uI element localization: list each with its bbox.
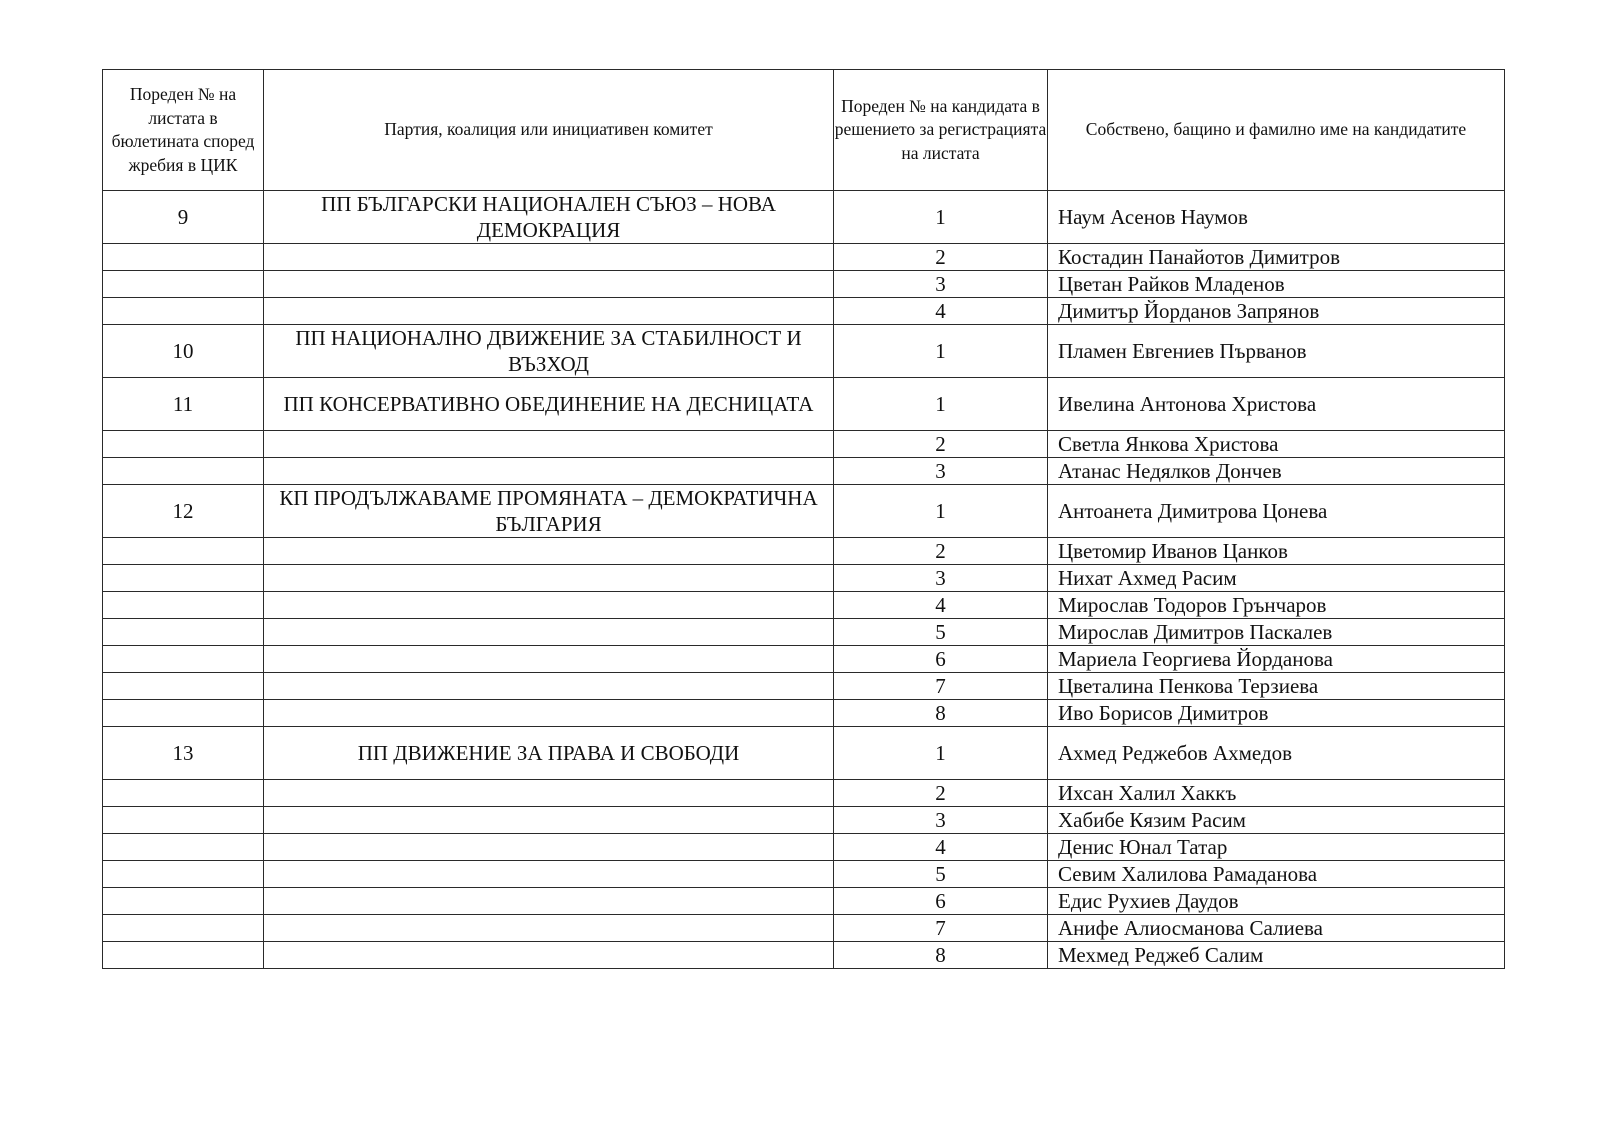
candidate-number-cell: 1 (834, 727, 1048, 780)
candidate-name-cell: Ихсан Халил Хаккъ (1048, 780, 1505, 807)
party-cell (264, 807, 834, 834)
table-row (103, 780, 1505, 807)
candidates-table (102, 69, 1505, 969)
list-number-cell (103, 780, 264, 807)
header-party: Партия, коалиция или инициативен комитет (264, 70, 834, 191)
list-number-cell (103, 458, 264, 485)
candidate-number-cell: 6 (834, 646, 1048, 673)
list-number-cell (103, 673, 264, 700)
candidate-number-cell: 1 (834, 325, 1048, 378)
party-cell (264, 780, 834, 807)
candidate-name-cell: Светла Янкова Христова (1048, 431, 1505, 458)
candidate-number-cell: 1 (834, 191, 1048, 244)
party-cell (264, 619, 834, 646)
candidate-name-cell: Мехмед Реджеб Салим (1048, 942, 1505, 969)
candidate-name-cell: Мирослав Димитров Паскалев (1048, 619, 1505, 646)
list-number-cell (103, 700, 264, 727)
candidate-number-cell: 3 (834, 458, 1048, 485)
list-number-cell (103, 244, 264, 271)
list-number-cell (103, 861, 264, 888)
candidate-name-cell: Цветалина Пенкова Терзиева (1048, 673, 1505, 700)
party-cell (264, 538, 834, 565)
party-cell: КП ПРОДЪЛЖАВАМЕ ПРОМЯНАТА – ДЕМОКРАТИЧНА БЪЛГАРИЯ (264, 485, 834, 538)
candidate-name-cell: Антоанета Димитрова Цонева (1048, 485, 1505, 538)
table-row (103, 673, 1505, 700)
header-list-number: Пореден № на листата в бюлетината според жребия в ЦИК (103, 70, 264, 191)
candidate-name-cell: Костадин Панайотов Димитров (1048, 244, 1505, 271)
candidate-name-cell: Цветомир Иванов Цанков (1048, 538, 1505, 565)
list-number-cell (103, 298, 264, 325)
table-row (103, 431, 1505, 458)
candidate-name-cell: Атанас Недялков Дончев (1048, 458, 1505, 485)
party-cell (264, 271, 834, 298)
candidate-name-cell: Иво Борисов Димитров (1048, 700, 1505, 727)
table-row (103, 565, 1505, 592)
candidate-name-cell: Ивелина Антонова Христова (1048, 378, 1505, 431)
party-cell (264, 861, 834, 888)
candidate-name-cell: Хабибе Кязим Расим (1048, 807, 1505, 834)
table-row (103, 700, 1505, 727)
candidate-number-cell: 4 (834, 592, 1048, 619)
list-number-cell (103, 565, 264, 592)
candidate-name-cell: Анифе Алиосманова Салиева (1048, 915, 1505, 942)
candidate-name-cell: Едис Рухиев Даудов (1048, 888, 1505, 915)
table-row (103, 861, 1505, 888)
party-cell (264, 700, 834, 727)
candidate-number-cell: 5 (834, 619, 1048, 646)
party-cell (264, 888, 834, 915)
list-number-cell (103, 431, 264, 458)
list-number-cell (103, 888, 264, 915)
candidate-name-cell: Денис Юнал Татар (1048, 834, 1505, 861)
table-row (103, 325, 1505, 378)
candidate-number-cell: 3 (834, 271, 1048, 298)
list-number-cell: 9 (103, 191, 264, 244)
party-cell (264, 298, 834, 325)
table-row (103, 244, 1505, 271)
candidate-number-cell: 7 (834, 915, 1048, 942)
party-cell (264, 673, 834, 700)
table-row (103, 727, 1505, 780)
candidate-number-cell: 3 (834, 565, 1048, 592)
table-row (103, 807, 1505, 834)
table-header-row (103, 70, 1505, 191)
table-row (103, 942, 1505, 969)
candidate-number-cell: 3 (834, 807, 1048, 834)
table-row (103, 271, 1505, 298)
candidate-name-cell: Пламен Евгениев Първанов (1048, 325, 1505, 378)
candidate-number-cell: 1 (834, 378, 1048, 431)
table-row (103, 619, 1505, 646)
party-cell: ПП КОНСЕРВАТИВНО ОБЕДИНЕНИЕ НА ДЕСНИЦАТА (264, 378, 834, 431)
party-cell (264, 565, 834, 592)
candidate-name-cell: Димитър Йорданов Запрянов (1048, 298, 1505, 325)
list-number-cell (103, 834, 264, 861)
table-row (103, 834, 1505, 861)
table-row (103, 378, 1505, 431)
list-number-cell (103, 592, 264, 619)
party-cell: ПП ДВИЖЕНИЕ ЗА ПРАВА И СВОБОДИ (264, 727, 834, 780)
candidate-number-cell: 4 (834, 298, 1048, 325)
party-cell (264, 646, 834, 673)
candidate-number-cell: 8 (834, 700, 1048, 727)
candidate-number-cell: 2 (834, 244, 1048, 271)
candidate-number-cell: 1 (834, 485, 1048, 538)
party-cell (264, 915, 834, 942)
candidate-number-cell: 2 (834, 538, 1048, 565)
candidate-name-cell: Мирослав Тодоров Грънчаров (1048, 592, 1505, 619)
candidate-name-cell: Нихат Ахмед Расим (1048, 565, 1505, 592)
header-candidate-name: Собствено, бащино и фамилно име на кандидатите (1048, 70, 1505, 191)
table-row (103, 915, 1505, 942)
candidate-name-cell: Цветан Райков Младенов (1048, 271, 1505, 298)
candidate-number-cell: 4 (834, 834, 1048, 861)
party-cell (264, 458, 834, 485)
table-row (103, 646, 1505, 673)
table-row (103, 888, 1505, 915)
candidate-number-cell: 7 (834, 673, 1048, 700)
list-number-cell: 10 (103, 325, 264, 378)
candidate-number-cell: 5 (834, 861, 1048, 888)
candidate-number-cell: 2 (834, 780, 1048, 807)
table-row (103, 538, 1505, 565)
table-row (103, 191, 1505, 244)
table-row (103, 485, 1505, 538)
list-number-cell (103, 619, 264, 646)
party-cell: ПП НАЦИОНАЛНО ДВИЖЕНИЕ ЗА СТАБИЛНОСТ И ВЪЗХОД (264, 325, 834, 378)
header-candidate-number: Пореден № на кандидата в решението за регистрацията на листата (834, 70, 1048, 191)
candidate-name-cell: Мариела Георгиева Йорданова (1048, 646, 1505, 673)
list-number-cell (103, 271, 264, 298)
list-number-cell (103, 915, 264, 942)
party-cell: ПП БЪЛГАРСКИ НАЦИОНАЛЕН СЪЮЗ – НОВА ДЕМОКРАЦИЯ (264, 191, 834, 244)
candidate-number-cell: 8 (834, 942, 1048, 969)
candidate-number-cell: 6 (834, 888, 1048, 915)
candidate-name-cell: Севим Халилова Рамаданова (1048, 861, 1505, 888)
list-number-cell: 12 (103, 485, 264, 538)
list-number-cell (103, 538, 264, 565)
party-cell (264, 834, 834, 861)
party-cell (264, 942, 834, 969)
party-cell (264, 244, 834, 271)
table-row (103, 592, 1505, 619)
list-number-cell (103, 807, 264, 834)
candidate-name-cell: Ахмед Реджебов Ахмедов (1048, 727, 1505, 780)
list-number-cell (103, 942, 264, 969)
table-body (103, 191, 1505, 969)
list-number-cell: 13 (103, 727, 264, 780)
table-row (103, 298, 1505, 325)
list-number-cell (103, 646, 264, 673)
list-number-cell: 11 (103, 378, 264, 431)
party-cell (264, 431, 834, 458)
table-row (103, 458, 1505, 485)
party-cell (264, 592, 834, 619)
candidate-name-cell: Наум Асенов Наумов (1048, 191, 1505, 244)
candidate-number-cell: 2 (834, 431, 1048, 458)
